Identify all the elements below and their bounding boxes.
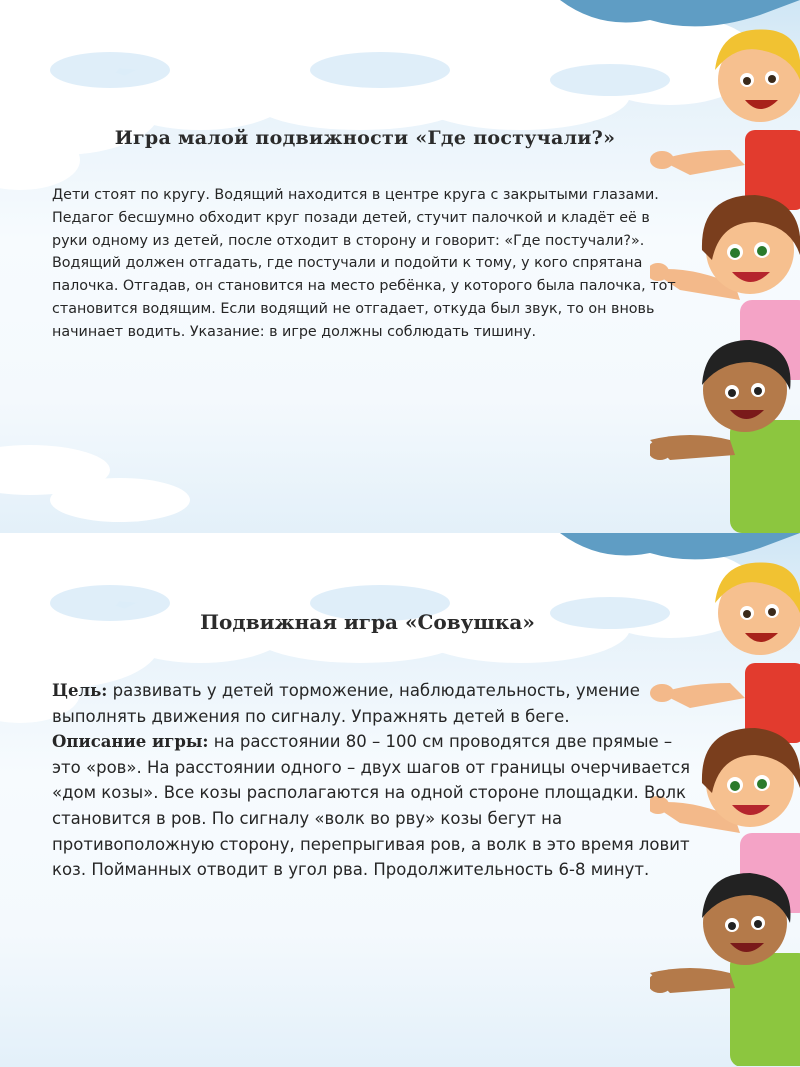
goal-label: Цель: bbox=[52, 681, 108, 700]
slide-2-title: Подвижная игра «Совушка» bbox=[200, 610, 535, 634]
slide-1-title: Игра малой подвижности «Где постучали?» bbox=[114, 127, 616, 149]
description-text: на расстоянии 80 – 100 см проводятся две прямые – это «ров». На расстоянии одного – двух шагов от границы очерчивается «дом козы». Все козы располагаются на одной стороне площадки. Волк становится в ров. По сигналу «волк во рву» козы бегут на противоположную сторону, перепрыгивая ров, а волк в это время ловит коз. Пойманных отводит в угол рва. Продолжительность 6-8 минут. bbox=[52, 732, 691, 880]
slide-2 bbox=[0, 533, 800, 1067]
goal-text: развивать у детей торможение, наблюдательность, умение выполнять движения по сигналу. Упражнять детей в беге. bbox=[52, 681, 640, 726]
slide-1-text: Дети стоят по кругу. Водящий находится в центре круга с закрытыми глазами. Педагог бесшумно обходит круг позади детей, стучит палочкой и кладёт её в руки одному из детей, после отходит в сторону и говорит: «Где постучали?». Водящий должен отгадать, где постучали и подойти к тому, у кого спрятана палочка. Отгадав, он становится на место ребёнка, у которого была палочка, тот становится водящим. Если водящий не отгадает, откуда был звук, то он вновь начинает водить. Указание: в игре должны соблюдать тишину. bbox=[52, 187, 676, 340]
slide-1 bbox=[0, 0, 800, 533]
dark-haired-boy-icon bbox=[650, 873, 800, 1066]
blonde-boy-icon bbox=[650, 30, 800, 211]
slide-2-text bbox=[52, 678, 692, 883]
dark-haired-boy-icon bbox=[650, 340, 800, 533]
description-label: Описание игры: bbox=[52, 732, 209, 752]
